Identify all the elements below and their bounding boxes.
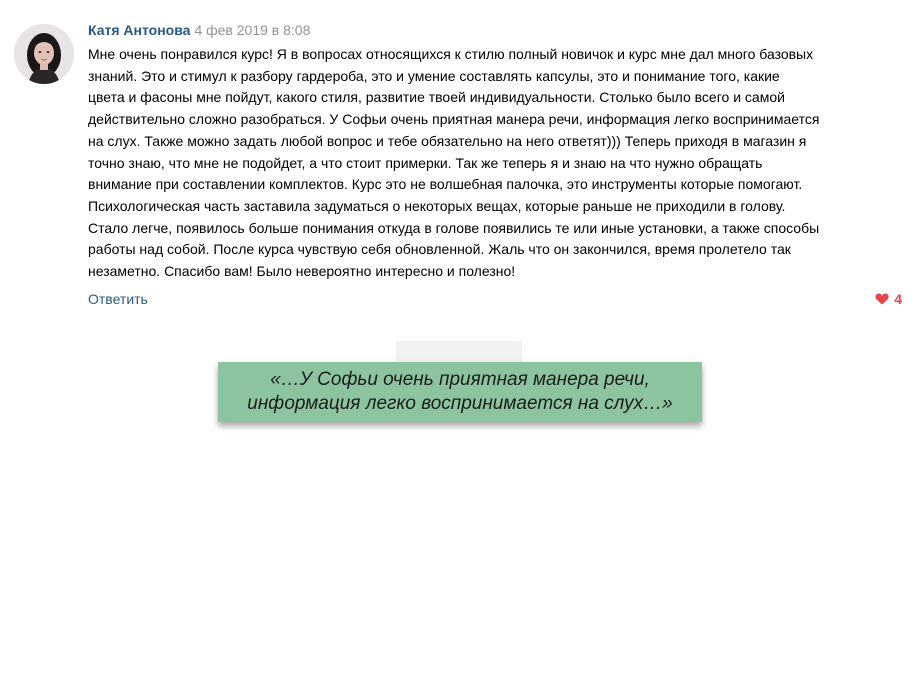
comment-text bbox=[88, 44, 906, 283]
comment-text-line: Стало легче, появилось больше понимания откуда в голове появились те или иные установки, а также способы bbox=[88, 219, 820, 236]
highlight-quote-line: «…У Софьи очень приятная манера речи, bbox=[270, 369, 650, 390]
user-avatar-icon bbox=[14, 24, 74, 84]
comment-text-line: на слух. Также можно задать любой вопрос и тебе обязательно на него ответят))) Теперь приходя в магазин я bbox=[88, 132, 807, 149]
comment-text-line: Мне очень понравился курс! Я в вопросах относящихся к стилю полный новичок и курс мне дал много базовых bbox=[88, 46, 814, 62]
highlight-quote bbox=[218, 362, 702, 422]
comment-text-line: работы над собой. После курса чувствую себя обновленной. Жаль что он закончился, время пролетело так bbox=[88, 241, 791, 258]
avatar[interactable] bbox=[14, 24, 74, 84]
like-button[interactable] bbox=[875, 289, 902, 309]
comment-text-line: точно знаю, что мне не подойдет, а что стоит примерки. Так же теперь я и знаю на что нужно обращать bbox=[88, 154, 763, 171]
reply-link[interactable]: Ответить bbox=[88, 290, 148, 307]
comment-text-line: внимание при составлении комплектов. Курс это не волшебная палочка, это инструменты которые помогают. bbox=[88, 176, 803, 193]
comment-text-line: действительно сложно разобраться. У Софьи очень приятная манера речи, информация легко воспринимается bbox=[88, 111, 820, 128]
likes-count: 4 bbox=[894, 290, 902, 307]
comment-text-line: знаний. Это и стимул к разбору гардероба, это и умение составлять капсулы, это и понимание того, какие bbox=[88, 67, 780, 84]
comment-body bbox=[88, 20, 906, 309]
comment-footer bbox=[88, 289, 906, 309]
comment-date[interactable]: 4 фев 2019 в 8:08 bbox=[194, 22, 311, 38]
author-name[interactable]: Катя Антонова bbox=[88, 22, 191, 38]
comment-header bbox=[88, 20, 906, 40]
highlight-quote-line: информация легко воспринимается на слух…» bbox=[247, 393, 673, 414]
comment-text-line: Психологическая часть заставила задуматься о некоторых вещах, которые раньше не приходили в голову. bbox=[88, 197, 786, 214]
heart-icon bbox=[875, 293, 889, 305]
comment-text-line: цвета и фасоны мне пойдут, какого стиля, развитие твоей индивидуальности. Столько было всего и самой bbox=[88, 89, 785, 106]
comment-text-line: незаметно. Спасибо вам! Было невероятно интересно и полезно! bbox=[88, 263, 516, 280]
